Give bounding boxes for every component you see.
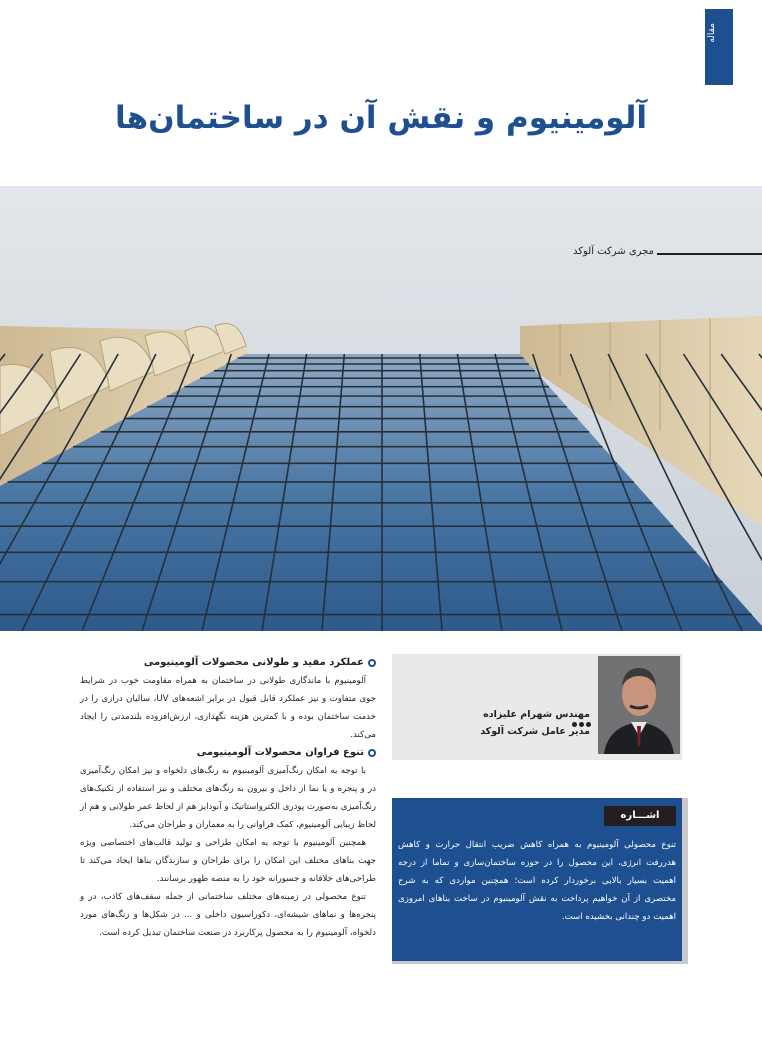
abstract-text: تنوع محصولی آلومینیوم به همراه کاهش ضریب انتقال حرارت و کاهش هدررفت انرژی، این محصول را در حوزه ساختمان‌سازی و تماما از درجه اهمیت بسیار بالایی برخوردار کرده است؛ همچنین مواردی که به شرح مختصری از آن خواهیم پرداخت به نقش آلومینیوم در ساخت بناهای امروزی اهمیت دو چندانی بخشیده است. bbox=[398, 840, 676, 922]
bullet-icon bbox=[368, 749, 376, 757]
paragraph-2: با توجه به امکان رنگ‌آمیزی آلومینیوم به رنگ‌های دلخواه و نیز امکان رنگ‌آمیزی در و پنجره و یا نما از داخل و بیرون به رنگ‌های مختلف و نیز استفاده از تکنیک‌های رنگ‌آمیزی به‌صورت پودری الکترواستاتیک و آنودایز هم از لحاظ عمر طولانی و هم از لحاظ زیبایی آلومینیوم، کمک فراوانی را به معماران و طراحان می‌کند. bbox=[80, 766, 376, 830]
heading-2 bbox=[80, 744, 376, 762]
bullet-icon bbox=[368, 659, 376, 667]
section-tab bbox=[705, 9, 733, 85]
source-rule bbox=[657, 253, 762, 255]
heading-2-text: تنوع فراوان محصولات آلومینیومی bbox=[196, 747, 364, 758]
paragraph-3: همچنین آلومینیوم با توجه به امکان طراحی و تولید قالب‌های اختصاصی ویژه جهت بناهای مختلف این امکان را برای طراحان و سازندگان بناها ایجاد می‌کند تا طراحی‌های خلاقانه و جسورانه خود را به منصه ظهور برسانند. bbox=[80, 838, 376, 884]
heading-1 bbox=[80, 654, 376, 672]
article-body bbox=[80, 654, 376, 942]
article-title: آلومینیوم و نقش آن در ساختمان‌ها bbox=[115, 100, 647, 136]
heading-1-text: عملکرد مفید و طولانی محصولات آلومینیومی bbox=[143, 657, 364, 668]
author-portrait bbox=[598, 656, 680, 754]
abstract-label: اشـــاره bbox=[604, 806, 676, 826]
author-name: مهندس شهرام علیزاده bbox=[483, 709, 590, 720]
source-credit: مجری شرکت آلوکد bbox=[573, 246, 654, 257]
section-label: مقاله bbox=[707, 23, 717, 43]
paragraph-1: آلومینیوم با ماندگاری طولانی در ساختمان به همراه مقاومت خوب در شرایط جوی متفاوت و نیز عملکرد قابل قبول در برابر اشعه‌های UV، سالیان درازی را در خدمت ساختمان بوده و با کمترین هزینه نگهداری، ارزش‌افزوده بلندمدتی را ایجاد می‌کند. bbox=[80, 676, 376, 740]
author-role: مدیر عامل شرکت آلوکد bbox=[480, 726, 590, 737]
paragraph-4: تنوع محصولی در زمینه‌های مختلف ساختمانی از جمله سقف‌های کاذب، در و پنجره‌ها و نماهای شیشه‌ای، دکوراسیون داخلی و ... در شکل‌ها و رنگ‌های مورد دلخواه، آلومینیوم را به محصول پرکاربرد در صنعت ساختمان تبدیل کرده است. bbox=[80, 892, 376, 938]
